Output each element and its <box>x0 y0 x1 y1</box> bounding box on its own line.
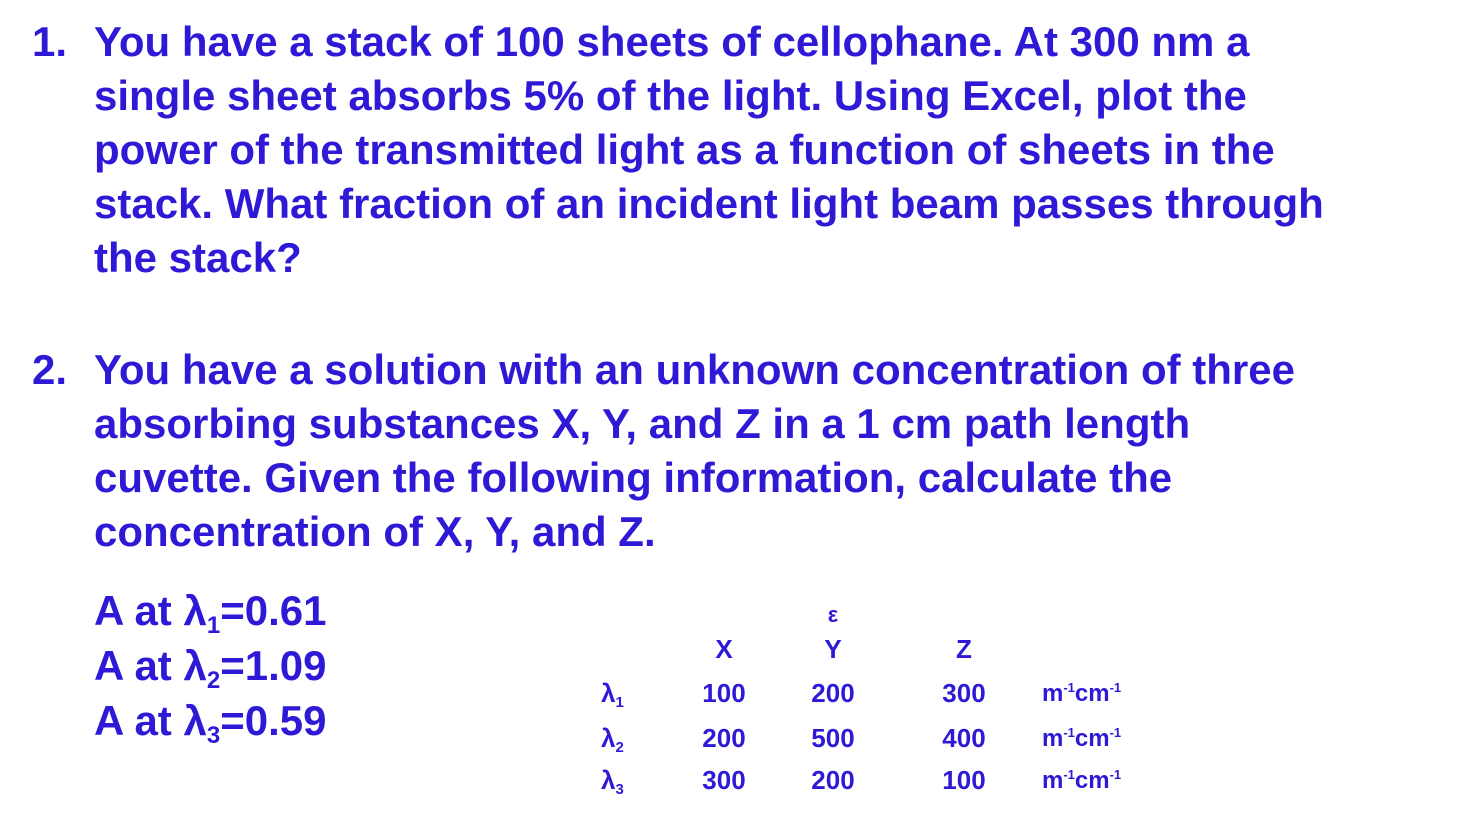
problem-1-line: single sheet absorbs 5% of the light. Using Excel, plot the <box>94 72 1247 119</box>
unit-label: $m^{-1}cm^{-1}$ <box>1042 680 1122 707</box>
table-cell: 300 <box>942 678 986 708</box>
absorbance-prefix: A at λ <box>94 642 207 689</box>
row-label-lambda-1: $\lambda_1$ <box>601 678 624 711</box>
problem-1-number: 1. <box>32 18 68 65</box>
row-label-lambda-2: $\lambda_2$ <box>601 723 624 756</box>
epsilon-label: ε <box>827 602 839 627</box>
absorbance-lambda-3 <box>94 693 326 748</box>
problem-2-text <box>94 343 1295 559</box>
column-header-x: X <box>715 634 733 664</box>
absorbance-value: =0.59 <box>220 697 327 744</box>
problem-2-line: You have a solution with an unknown concentration of three <box>94 346 1295 393</box>
table-cell: 200 <box>811 678 855 708</box>
unit-label: $m^{-1}cm^{-1}$ <box>1042 767 1122 794</box>
problem-1-line: stack. What fraction of an incident light beam passes through <box>94 180 1324 227</box>
table-cell: 200 <box>811 765 855 795</box>
problem-2-line: concentration of X, Y, and Z. <box>94 508 656 555</box>
absorbance-value: =1.09 <box>220 642 327 689</box>
row-label-lambda-3: $\lambda_3$ <box>601 765 624 798</box>
table-cell: 400 <box>942 723 986 753</box>
absorbance-prefix: A at λ <box>94 697 207 744</box>
column-header-y: Y <box>824 634 842 664</box>
table-cell: 100 <box>702 678 746 708</box>
problem-1-text <box>94 15 1324 285</box>
column-header-z: Z <box>956 634 972 664</box>
problem-2-line: absorbing substances X, Y, and Z in a 1 cm path length <box>94 400 1191 447</box>
absorbance-subscript: 3 <box>206 722 221 749</box>
table-cell: 200 <box>702 723 746 753</box>
absorbance-subscript: 2 <box>206 667 221 694</box>
table-cell: 100 <box>942 765 986 795</box>
problem-1-line: power of the transmitted light as a function of sheets in the <box>94 126 1275 173</box>
problem-1-line: the stack? <box>94 234 302 281</box>
table-cell: 500 <box>811 723 855 753</box>
problem-2-line: cuvette. Given the following information, calculate the <box>94 454 1173 501</box>
absorbance-value: =0.61 <box>220 587 327 634</box>
absorbance-subscript: 1 <box>206 612 221 639</box>
absorbance-prefix: A at λ <box>94 587 207 634</box>
table-cell: 300 <box>702 765 746 795</box>
absorbance-list <box>94 583 326 748</box>
absorbance-lambda-1 <box>94 583 326 638</box>
problem-2-number: 2. <box>32 346 68 393</box>
absorbance-lambda-2 <box>94 638 326 693</box>
problem-1-line: You have a stack of 100 sheets of cellophane. At 300 nm a <box>94 18 1250 65</box>
unit-label: $m^{-1}cm^{-1}$ <box>1042 725 1122 752</box>
